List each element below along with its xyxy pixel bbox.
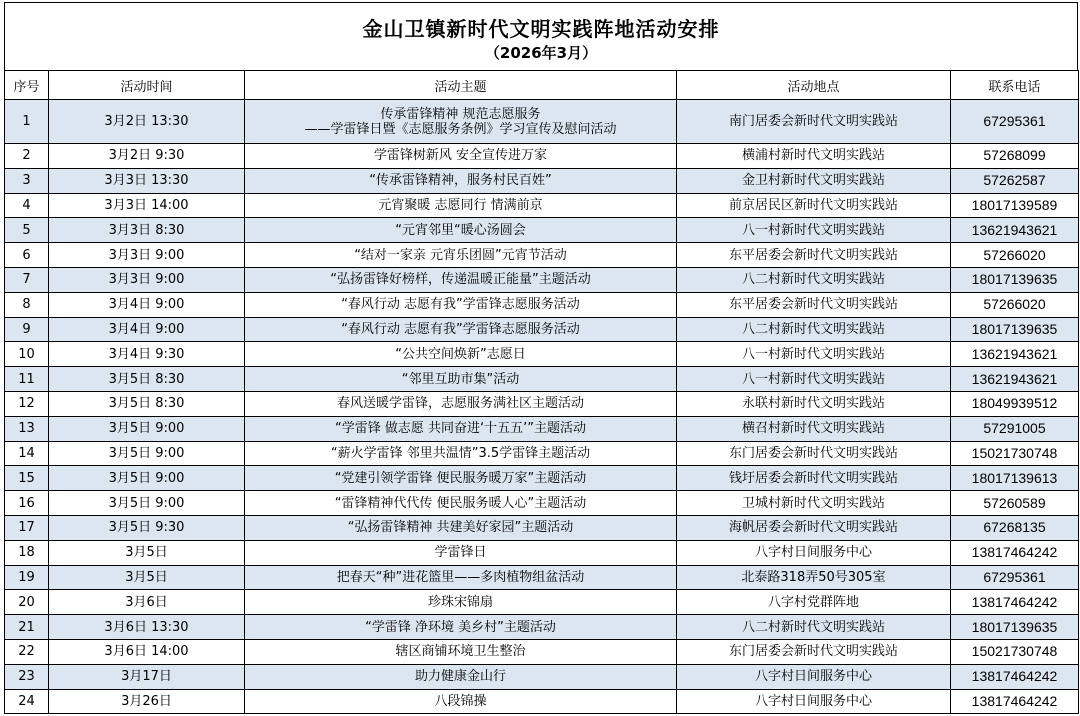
table-row — [5, 689, 1079, 714]
contact-phone-cell: 57268099 — [951, 144, 1079, 169]
row-number-cell: 12 — [5, 391, 49, 416]
table-row — [5, 515, 1079, 540]
activity-time-cell: 3月5日 9:00 — [49, 416, 245, 441]
contact-phone-cell: 18017139589 — [951, 193, 1079, 218]
activity-topic-cell: “学雷锋 净环境 美乡村”主题活动 — [245, 615, 677, 640]
activity-place-cell: 八二村新时代文明实践站 — [677, 317, 951, 342]
activity-topic-cell: 把春天“种”进花篮里——多肉植物组盆活动 — [245, 565, 677, 590]
activity-place-cell: 钱圩居委会新时代文明实践站 — [677, 466, 951, 491]
contact-phone-cell: 57260589 — [951, 491, 1079, 516]
activity-topic-cell: “春风行动 志愿有我”学雷锋志愿服务活动 — [245, 292, 677, 317]
activity-topic-cell: “薪火学雷锋 邻里共温情”3.5学雷锋主题活动 — [245, 441, 677, 466]
table-row — [5, 416, 1079, 441]
topic-line-2: ——学雷锋日暨《志愿服务条例》学习宣传及慰问活动 — [304, 121, 617, 137]
activity-topic-cell: 八段锦操 — [245, 689, 677, 714]
activity-time-cell: 3月4日 9:30 — [49, 342, 245, 367]
activity-topic-cell: “春风行动 志愿有我”学雷锋志愿服务活动 — [245, 317, 677, 342]
row-number-cell: 5 — [5, 218, 49, 243]
activity-topic-cell: 春风送暖学雷锋，志愿服务满社区主题活动 — [245, 391, 677, 416]
row-number-cell: 9 — [5, 317, 49, 342]
row-number-cell: 6 — [5, 243, 49, 268]
activity-place-cell: 八二村新时代文明实践站 — [677, 267, 951, 292]
activity-place-cell: 横浦村新时代文明实践站 — [677, 144, 951, 169]
activity-place-cell: 前京居民区新时代文明实践站 — [677, 193, 951, 218]
contact-phone-cell: 67295361 — [951, 565, 1079, 590]
table-row — [5, 367, 1079, 392]
activity-topic-cell: 学雷锋树新风 安全宣传进万家 — [245, 144, 677, 169]
table-row — [5, 441, 1079, 466]
activity-place-cell: 海帆居委会新时代文明实践站 — [677, 515, 951, 540]
activity-place-cell: 东平居委会新时代文明实践站 — [677, 292, 951, 317]
topic-line-1: 传承雷锋精神 规范志愿服务 — [380, 106, 541, 122]
contact-phone-cell: 13621943621 — [951, 367, 1079, 392]
activity-topic-cell: “弘扬雷锋精神 共建美好家园”主题活动 — [245, 515, 677, 540]
activity-place-cell: 八字村日间服务中心 — [677, 540, 951, 565]
table-row — [5, 565, 1079, 590]
activity-time-cell: 3月3日 9:00 — [49, 267, 245, 292]
activity-place-cell: 东平居委会新时代文明实践站 — [677, 243, 951, 268]
activity-time-cell: 3月5日 9:00 — [49, 466, 245, 491]
activity-time-cell: 3月5日 9:30 — [49, 515, 245, 540]
row-number-cell: 3 — [5, 168, 49, 193]
contact-phone-cell: 13817464242 — [951, 664, 1079, 689]
table-row — [5, 218, 1079, 243]
contact-phone-cell: 18017139613 — [951, 466, 1079, 491]
activity-place-cell: 横召村新时代文明实践站 — [677, 416, 951, 441]
activity-topic-cell: “元宵邻里“暖心汤圆会 — [245, 218, 677, 243]
activity-time-cell: 3月5日 8:30 — [49, 391, 245, 416]
contact-phone-cell: 13817464242 — [951, 540, 1079, 565]
table-row — [5, 491, 1079, 516]
row-number-cell: 23 — [5, 664, 49, 689]
row-number-cell: 13 — [5, 416, 49, 441]
row-number-cell: 18 — [5, 540, 49, 565]
row-number-cell: 1 — [5, 100, 49, 144]
contact-phone-cell: 67295361 — [951, 100, 1079, 144]
contact-phone-cell: 57291005 — [951, 416, 1079, 441]
row-number-cell: 4 — [5, 193, 49, 218]
activity-time-cell: 3月2日 9:30 — [49, 144, 245, 169]
header-no: 序号 — [5, 71, 49, 100]
activity-topic-cell: 辖区商铺环境卫生整治 — [245, 639, 677, 664]
row-number-cell: 11 — [5, 367, 49, 392]
row-number-cell: 17 — [5, 515, 49, 540]
page-title: 金山卫镇新时代文明实践阵地活动安排 — [362, 17, 720, 41]
activity-place-cell: 八一村新时代文明实践站 — [677, 342, 951, 367]
activity-topic-cell: “学雷锋 做志愿 共同奋进‘十五五’”主题活动 — [245, 416, 677, 441]
activity-place-cell: 八字村日间服务中心 — [677, 664, 951, 689]
table-row — [5, 639, 1079, 664]
table-row — [5, 267, 1079, 292]
activity-topic-cell: “弘扬雷锋好榜样，传递温暖正能量”主题活动 — [245, 267, 677, 292]
activity-topic-cell: 学雷锋日 — [245, 540, 677, 565]
row-number-cell: 24 — [5, 689, 49, 714]
activity-place-cell: 东门居委会新时代文明实践站 — [677, 441, 951, 466]
row-number-cell: 21 — [5, 615, 49, 640]
activity-place-cell: 卫城村新时代文明实践站 — [677, 491, 951, 516]
activity-time-cell: 3月2日 13:30 — [49, 100, 245, 144]
activity-topic-cell: “邻里互助市集”活动 — [245, 367, 677, 392]
activity-time-cell: 3月26日 — [49, 689, 245, 714]
activity-topic-cell: “党建引领学雷锋 便民服务暖万家”主题活动 — [245, 466, 677, 491]
activity-time-cell: 3月5日 9:00 — [49, 441, 245, 466]
activity-topic-cell: 助力健康金山行 — [245, 664, 677, 689]
activity-topic-cell: “雷锋精神代代传 便民服务暖人心”主题活动 — [245, 491, 677, 516]
row-number-cell: 16 — [5, 491, 49, 516]
activity-place-cell: 南门居委会新时代文明实践站 — [677, 100, 951, 144]
table-row — [5, 664, 1079, 689]
activity-time-cell: 3月6日 14:00 — [49, 639, 245, 664]
header-phone: 联系电话 — [951, 71, 1079, 100]
contact-phone-cell: 15021730748 — [951, 639, 1079, 664]
activity-place-cell: 八一村新时代文明实践站 — [677, 218, 951, 243]
activity-time-cell: 3月3日 13:30 — [49, 168, 245, 193]
table-header-row — [5, 71, 1079, 100]
table-row — [5, 466, 1079, 491]
table-row — [5, 100, 1079, 144]
activity-time-cell: 3月4日 9:00 — [49, 292, 245, 317]
activity-place-cell: 八字村党群阵地 — [677, 590, 951, 615]
activity-time-cell: 3月5日 9:00 — [49, 491, 245, 516]
table-row — [5, 193, 1079, 218]
activity-time-cell: 3月3日 14:00 — [49, 193, 245, 218]
contact-phone-cell: 67268135 — [951, 515, 1079, 540]
contact-phone-cell: 18049939512 — [951, 391, 1079, 416]
activity-place-cell: 八二村新时代文明实践站 — [677, 615, 951, 640]
contact-phone-cell: 18017139635 — [951, 317, 1079, 342]
activity-time-cell: 3月3日 8:30 — [49, 218, 245, 243]
activity-topic-cell: “传承雷锋精神，服务村民百姓” — [245, 168, 677, 193]
row-number-cell: 10 — [5, 342, 49, 367]
activity-place-cell: 八字村日间服务中心 — [677, 689, 951, 714]
schedule-sheet — [4, 2, 1078, 712]
contact-phone-cell: 57262587 — [951, 168, 1079, 193]
activity-place-cell: 北泰路318弄50号305室 — [677, 565, 951, 590]
contact-phone-cell: 15021730748 — [951, 441, 1079, 466]
contact-phone-cell: 13817464242 — [951, 590, 1079, 615]
header-topic: 活动主题 — [245, 71, 677, 100]
activity-time-cell: 3月5日 8:30 — [49, 367, 245, 392]
header-place: 活动地点 — [677, 71, 951, 100]
row-number-cell: 8 — [5, 292, 49, 317]
header-time: 活动时间 — [49, 71, 245, 100]
table-row — [5, 391, 1079, 416]
contact-phone-cell: 18017139635 — [951, 267, 1079, 292]
contact-phone-cell: 13621943621 — [951, 218, 1079, 243]
activity-time-cell: 3月17日 — [49, 664, 245, 689]
activity-place-cell: 永联村新时代文明实践站 — [677, 391, 951, 416]
activity-place-cell: 八一村新时代文明实践站 — [677, 367, 951, 392]
row-number-cell: 15 — [5, 466, 49, 491]
activity-place-cell: 金卫村新时代文明实践站 — [677, 168, 951, 193]
activity-time-cell: 3月4日 9:00 — [49, 317, 245, 342]
table-row — [5, 540, 1079, 565]
row-number-cell: 19 — [5, 565, 49, 590]
table-row — [5, 168, 1079, 193]
table-row — [5, 342, 1079, 367]
row-number-cell: 14 — [5, 441, 49, 466]
table-row — [5, 317, 1079, 342]
table-row — [5, 292, 1079, 317]
contact-phone-cell: 57266020 — [951, 243, 1079, 268]
table-row — [5, 615, 1079, 640]
title-box — [4, 2, 1078, 70]
row-number-cell: 7 — [5, 267, 49, 292]
row-number-cell: 2 — [5, 144, 49, 169]
activity-topic-cell: 元宵聚暖 志愿同行 情满前京 — [245, 193, 677, 218]
row-number-cell: 20 — [5, 590, 49, 615]
page-subtitle: （2026年3月） — [484, 44, 598, 62]
contact-phone-cell: 18017139635 — [951, 615, 1079, 640]
table-row — [5, 243, 1079, 268]
activity-time-cell: 3月3日 9:00 — [49, 243, 245, 268]
activity-place-cell: 东门居委会新时代文明实践站 — [677, 639, 951, 664]
activity-time-cell: 3月5日 — [49, 540, 245, 565]
activity-topic-cell: “公共空间焕新”志愿日 — [245, 342, 677, 367]
activity-time-cell: 3月5日 — [49, 565, 245, 590]
activity-topic-cell — [245, 100, 677, 144]
activity-topic-cell: 珍珠宋锦扇 — [245, 590, 677, 615]
activity-topic-cell: “结对一家亲 元宵乐团圆”元宵节活动 — [245, 243, 677, 268]
contact-phone-cell: 13621943621 — [951, 342, 1079, 367]
contact-phone-cell: 57266020 — [951, 292, 1079, 317]
contact-phone-cell: 13817464242 — [951, 689, 1079, 714]
activity-time-cell: 3月6日 13:30 — [49, 615, 245, 640]
table-row — [5, 144, 1079, 169]
table-row — [5, 590, 1079, 615]
schedule-table — [4, 70, 1079, 714]
row-number-cell: 22 — [5, 639, 49, 664]
activity-time-cell: 3月6日 — [49, 590, 245, 615]
